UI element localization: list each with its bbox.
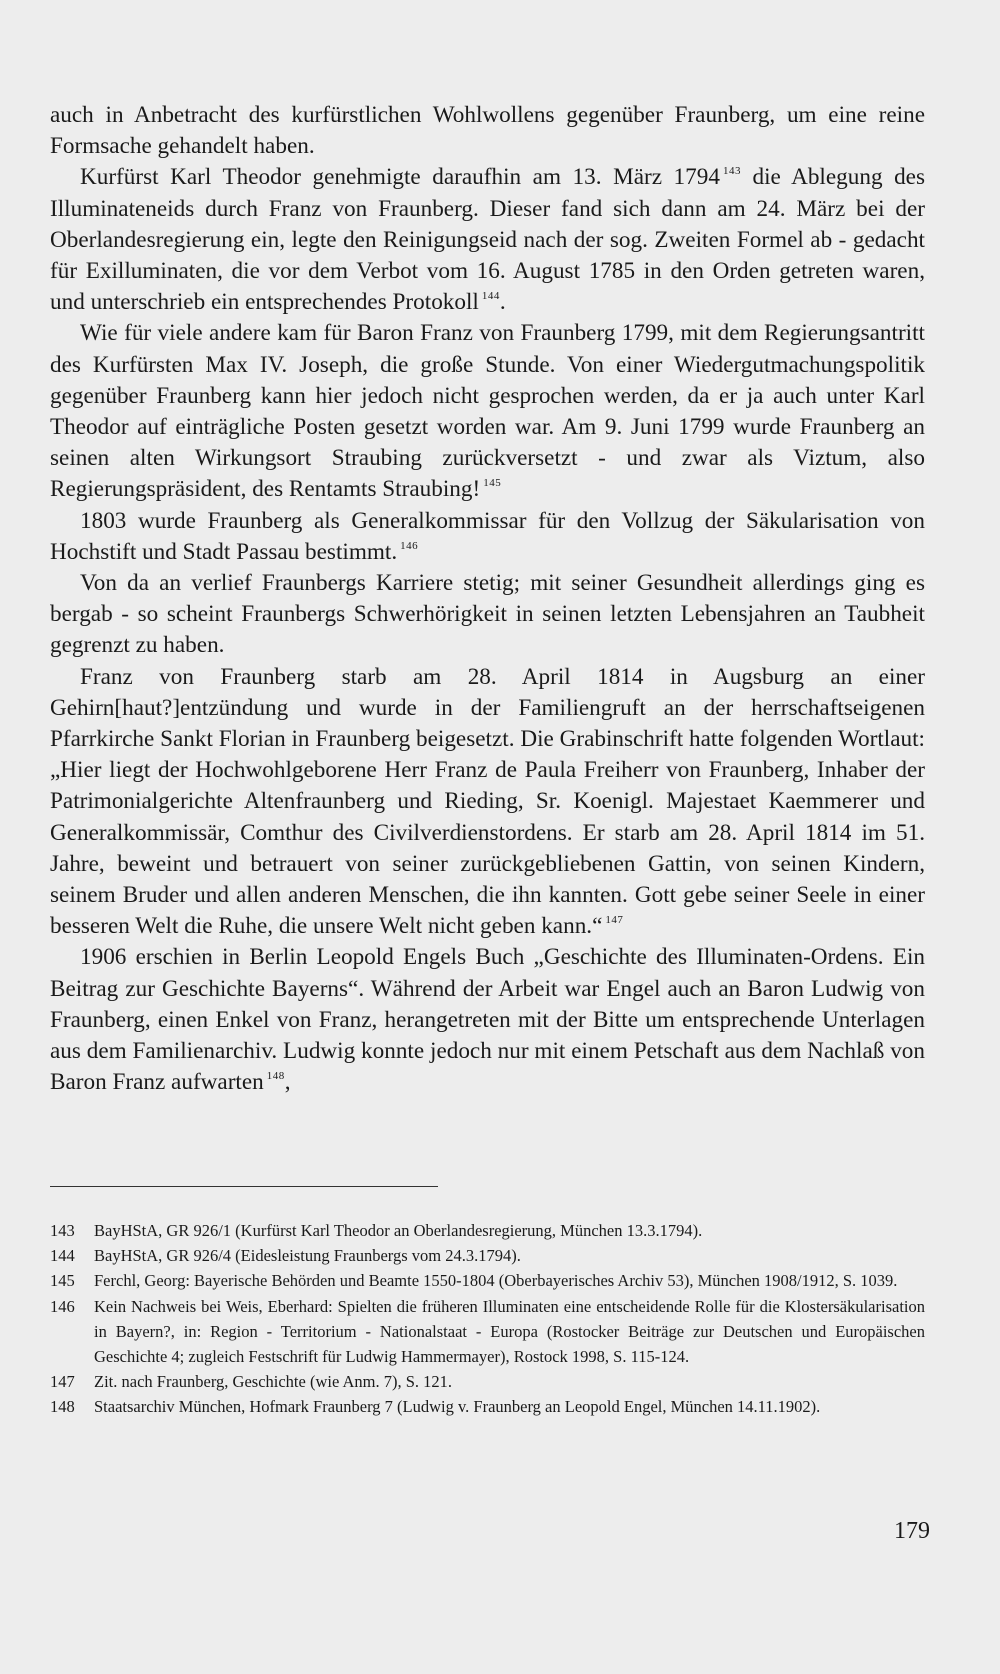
paragraph-text: Von da an verlief Fraunbergs Karriere stetig; mit seiner Gesundheit allerdings ging es bergab - so scheint Fraunbergs Schwerhörigkeit in seinen letzten Lebensjahren an Taubheit gegrenzt zu haben. [50, 570, 925, 659]
footnote-ref-144: 144 [481, 290, 500, 303]
footnote-text: BayHStA, GR 926/1 (Kurfürst Karl Theodor an Oberlandesregierung, München 13.3.1794). [94, 1221, 703, 1240]
footnote-number: 145 [50, 1271, 75, 1291]
footnote-text: Kein Nachweis bei Weis, Eberhard: Spielten die früheren Illuminaten eine entscheidende Rolle für die Klostersäkularisation in Bayern?, in: Region - Territorium - Nationalstaat - Europa (Rostocker Beiträge zur Deutschen und Europäischen Geschichte 4; zugleich Festschrift für Ludwig Hammermayer), Rostock 1998, S. 115-124. [94, 1296, 925, 1367]
footnote-ref-147: 147 [605, 914, 624, 927]
footnote-number: 148 [50, 1397, 75, 1417]
footnote-ref-146: 146 [400, 539, 419, 552]
paragraph-text: auch in Anbetracht des kurfürstlichen Wohlwollens gegenüber Fraunberg, um eine reine Formsache gehandelt haben. [50, 102, 925, 160]
paragraph-5 [50, 568, 925, 662]
footnote-text: BayHStA, GR 926/4 (Eidesleistung Fraunbergs vom 24.3.1794). [94, 1246, 521, 1266]
footnote-text: Staatsarchiv München, Hofmark Fraunberg 7 (Ludwig v. Fraunberg an Leopold Engel, München 14.11.1902). [94, 1397, 821, 1417]
paragraph-text: , [284, 1069, 291, 1096]
paragraph-text: . [499, 289, 506, 316]
main-text [50, 100, 925, 1099]
footnote-143 [50, 1218, 925, 1243]
footnote-text: Zit. nach Fraunberg, Geschichte (wie Anm. 7), S. 121. [94, 1372, 453, 1392]
footnote-number: 143 [50, 1221, 75, 1240]
footnote-number: 146 [50, 1296, 75, 1316]
paragraph-4 [50, 506, 925, 568]
paragraph-text: 1803 wurde Fraunberg als Generalkommissar für den Vollzug der Säkularisation von Hochstift und Stadt Passau bestimmt. [50, 507, 925, 565]
paragraph-text: die Ablegung des Illuminateneids durch Franz von Fraunberg. Dieser fand sich dann am 24. März bei der Oberlandesregierung ein, legte den Reinigungseid nach der sog. Zweiten Formel ab - gedacht für Exilluminaten, die vor dem Verbot vom 16. August 1785 in den Orden getreten waren, und unterschrieb ein entsprechendes Protokoll [50, 164, 925, 316]
footnote-ref-145: 145 [483, 477, 502, 490]
page-number: 179 [894, 1518, 930, 1544]
footnote-148 [50, 1394, 925, 1419]
footnote-text: Ferchl, Georg: Bayerische Behörden und Beamte 1550-1804 (Oberbayerisches Archiv 53), München 1908/1912, S. 1039. [94, 1271, 898, 1291]
footnote-147 [50, 1369, 925, 1394]
footnote-divider [50, 1186, 438, 1187]
paragraph-text: Wie für viele andere kam für Baron Franz von Fraunberg 1799, mit dem Regierungsantritt des Kurfürsten Max IV. Joseph, die große Stunde. Von einer Wiedergutmachungspolitik gegenüber Fraunberg kann hier jedoch nicht gesprochen werden, da er ja auch unter Karl Theodor auf einträgliche Posten gesetzt worden war. Am 9. Juni 1799 wurde Fraunberg an seinen alten Wirkungsort Straubing zurückversetzt - und zwar als Viztum, also Regierungspräsident, des Rentamts Straubing! [50, 320, 925, 503]
footnote-146 [50, 1294, 925, 1370]
paragraph-text: 1906 erschien in Berlin Leopold Engels Buch „Geschichte des Illuminaten-Ordens. Ein Beitrag zur Geschichte Bayerns“. Während der Arbeit war Engel auch an Baron Ludwig von Fraunberg, einen Enkel von Franz, herangetreten mit der Bitte um entsprechende Unterlagen aus dem Familienarchiv. Ludwig konnte jedoch nur mit einem Petschaft aus dem Nachlaß von Baron Franz aufwarten [50, 944, 925, 1096]
paragraph-text: Franz von Fraunberg starb am 28. April 1814 in Augsburg an einer Gehirn[haut?]entzündung und wurde in der Familiengruft an der herrschaftseigenen Pfarrkirche Sankt Florian in Fraunberg beigesetzt. Die Grabinschrift hatte folgenden Wortlaut: „Hier liegt der Hochwohlgeborene Herr Franz de Paula Freiherr von Fraunberg, Inhaber der Patrimonialgerichte Altenfraunberg und Rieding, Sr. Koenigl. Majestaet Kaemmerer und Generalkommissär, Comthur des Civilverdienstordens. Er starb am 28. April 1814 im 51. Jahre, beweint und betrauert von seiner zurückgebliebenen Gattin, von seinen Kindern, seinem Bruder und allen anderen Menschen, die ihn kannten. Gott gebe seiner Seele in einer besseren Welt die Ruhe, die unsere Welt nicht geben kann.“ [50, 663, 925, 940]
paragraph-1 [50, 100, 925, 162]
footnote-144 [50, 1243, 925, 1268]
footnote-number: 147 [50, 1372, 75, 1392]
footnotes [50, 1218, 925, 1420]
paragraph-3 [50, 318, 925, 505]
paragraph-6 [50, 662, 925, 943]
footnote-145 [50, 1268, 925, 1293]
footnote-number: 144 [50, 1246, 75, 1266]
paragraph-2 [50, 162, 925, 318]
paragraph-7 [50, 942, 925, 1098]
paragraph-text: Kurfürst Karl Theodor genehmigte daraufhin am 13. März 1794 [80, 164, 720, 191]
footnote-ref-143: 143 [722, 165, 741, 178]
footnote-ref-148: 148 [266, 1070, 285, 1083]
